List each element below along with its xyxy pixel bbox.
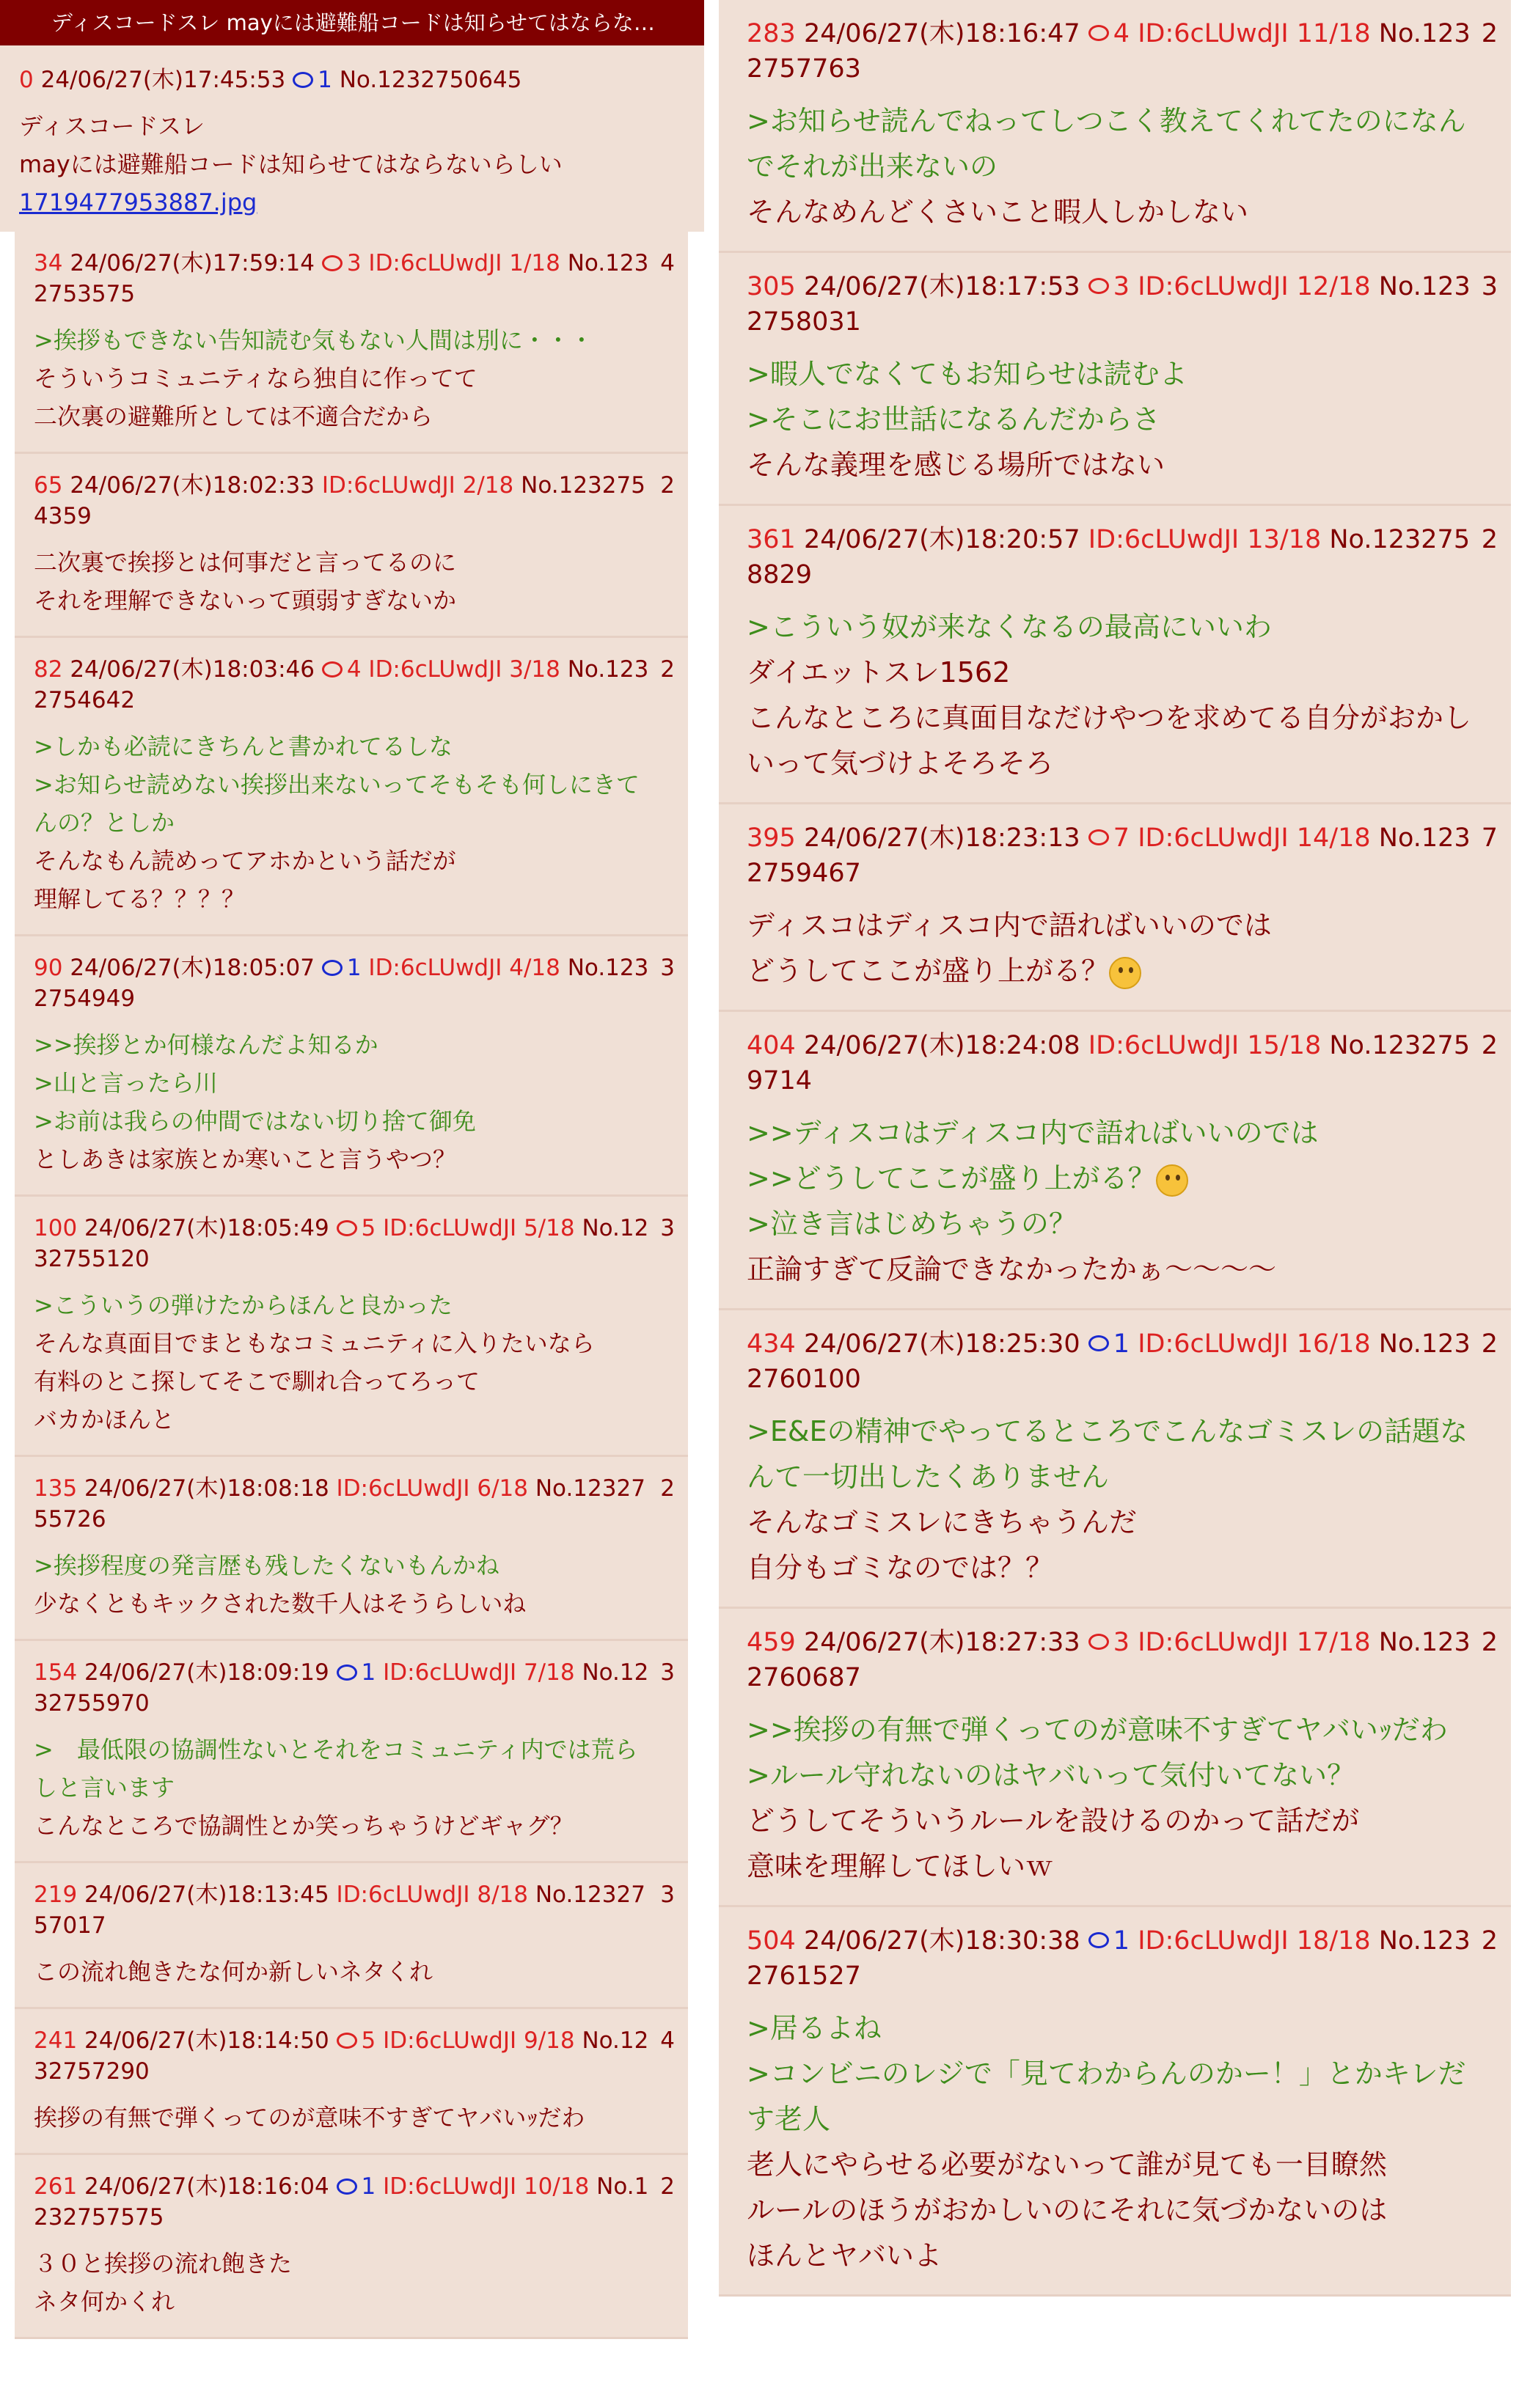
post-body [747, 1707, 1482, 1889]
op-date: 24/06/27(木)17:45:53 [40, 67, 286, 93]
reply-post [719, 1310, 1511, 1609]
post-body [34, 1546, 659, 1623]
text-line: どうしてそういうルールを設けるのかって話だが [747, 1805, 1360, 1837]
reply-bubble-icon [337, 2033, 357, 2049]
op-body [19, 107, 704, 221]
reply-post [15, 1641, 688, 1863]
reply-count[interactable]: 5 [337, 1215, 376, 1241]
reply-post [15, 1457, 688, 1641]
quote-line: > 最低限の協調性ないとそれをコミュニティ内では荒らしと言います [34, 1736, 638, 1802]
op-reply-count[interactable]: 1 [293, 67, 332, 93]
post-resno: 504 [747, 1926, 796, 1956]
post-menu-mark[interactable]: 2 [1481, 19, 1498, 48]
post-number[interactable]: No.1232755970 [34, 1659, 649, 1717]
post-date: 24/06/27(木)18:08:18 [84, 1475, 329, 1502]
text-line: ネタ何かくれ [34, 2288, 175, 2316]
post-header [747, 522, 1482, 592]
post-header [34, 1879, 659, 1941]
reply-post [719, 0, 1511, 253]
poster-id[interactable]: ID:6cLUwdJI 4/18 [368, 955, 560, 981]
post-resno: 434 [747, 1329, 796, 1359]
reply-bubble-icon [337, 1220, 357, 1236]
post-date: 24/06/27(木)18:30:38 [803, 1926, 1080, 1956]
post-resno: 459 [747, 1628, 796, 1657]
post-menu-mark[interactable]: 7 [1481, 823, 1498, 853]
post-body [34, 2244, 659, 2321]
quote-line: >泣き言はじめちゃうの？ [747, 1208, 1077, 1240]
post-number[interactable]: No.1232760687 [747, 1628, 1471, 1692]
quote-line: >お前は我らの仲間ではない切り捨て御免 [34, 1107, 476, 1135]
post-number[interactable]: No.1232761527 [747, 1926, 1471, 1991]
reply-post [15, 232, 688, 454]
post-resno: 404 [747, 1031, 796, 1060]
post-date: 24/06/27(木)18:13:45 [84, 1882, 329, 1908]
post-header [747, 1625, 1482, 1695]
post-menu-mark[interactable]: 3 [660, 955, 675, 981]
post-body [34, 543, 659, 620]
post-resno: 305 [747, 272, 796, 301]
post-number[interactable]: No.1232758031 [747, 272, 1471, 337]
post-header [747, 1326, 1482, 1397]
reply-count[interactable]: 1 [1088, 1926, 1130, 1956]
post-header [747, 1923, 1482, 1994]
reply-count[interactable]: 4 [322, 656, 362, 683]
post-number[interactable]: No.1232755120 [34, 1215, 649, 1272]
post-date: 24/06/27(木)18:25:30 [803, 1329, 1080, 1359]
quote-line: >居るよね [747, 2012, 882, 2044]
post-date: 24/06/27(木)18:09:19 [84, 1659, 329, 1686]
text-line: としあきは家族とか寒いこと言うやつ？ [34, 1145, 457, 1173]
text-line: 有料のとこ探してそこで馴れ合ってろって [34, 1368, 480, 1395]
reply-bubble-icon [1088, 1634, 1109, 1650]
reply-bubble-icon [1088, 1335, 1109, 1351]
text-line: 二次裏の避難所としては不適合だから [34, 403, 433, 430]
quote-line: >挨拶もできない告知読む気もない人間は別に・・・ [34, 326, 593, 354]
poster-id[interactable]: ID:6cLUwdJI 9/18 [383, 2027, 575, 2054]
post-number[interactable]: No.1232760100 [747, 1329, 1471, 1394]
reply-count[interactable]: 7 [1088, 823, 1130, 853]
op-post-number[interactable]: No.1232750645 [339, 67, 522, 93]
text-line: ダイエットスレ1562 [747, 656, 1011, 689]
reply-bubble-icon [1088, 278, 1109, 294]
poster-id[interactable]: ID:6cLUwdJI 5/18 [383, 1215, 575, 1241]
poster-id[interactable]: ID:6cLUwdJI 10/18 [383, 2173, 590, 2200]
quote-line: >>挨拶の有無で弾くってのが意味不すぎてヤバいｯだわ [747, 1714, 1448, 1746]
text-line: そんなゴミスレにきちゃうんだ [747, 1506, 1138, 1538]
text-line: そんなもん読めってアホかという話だが [34, 847, 456, 875]
post-menu-mark[interactable]: 4 [660, 2027, 675, 2054]
reply-count[interactable]: 3 [322, 250, 362, 276]
text-line: そんなめんどくさいこと暇人しかしない [747, 196, 1249, 228]
reply-post [719, 804, 1511, 1012]
post-header [747, 1028, 1482, 1098]
right-post-list [719, 0, 1511, 2297]
post-header [34, 470, 659, 532]
post-number[interactable]: No.1232754642 [34, 656, 649, 713]
reply-bubble-icon [322, 255, 343, 271]
post-number[interactable]: No.1232757575 [34, 2173, 649, 2231]
post-date: 24/06/27(木)18:05:07 [70, 955, 315, 981]
reply-bubble-icon [337, 2178, 357, 2195]
post-number[interactable]: No.1232757290 [34, 2027, 649, 2085]
post-resno: 219 [34, 1882, 78, 1908]
text-line: バカかほんと [34, 1406, 175, 1434]
poster-id[interactable]: ID:6cLUwdJI 18/18 [1138, 1926, 1371, 1956]
text-line: 正論すぎて反論できなかったかぁ〜〜〜〜 [747, 1253, 1277, 1285]
post-resno: 90 [34, 955, 63, 981]
quote-line: >暇人でなくてもお知らせは読むよ [747, 358, 1187, 390]
quote-line: >>挨拶とか何様なんだよ知るか [34, 1031, 378, 1059]
reply-bubble-icon [337, 1664, 357, 1681]
post-date: 24/06/27(木)18:02:33 [70, 472, 315, 499]
post-body [747, 351, 1482, 488]
reply-post [719, 506, 1511, 804]
text-line: ディスコはディスコ内で語ればいいのでは [747, 909, 1272, 941]
reply-count[interactable]: 3 [1088, 1628, 1130, 1657]
post-menu-mark[interactable]: 3 [1481, 272, 1498, 301]
post-number[interactable]: No.1232759467 [747, 823, 1471, 888]
reply-bubble-icon [322, 661, 343, 678]
post-date: 24/06/27(木)18:23:13 [803, 823, 1080, 853]
thread-title-bar[interactable]: ディスコードスレ mayには避難船コードは知らせてはならな… [0, 0, 704, 45]
poster-id[interactable]: ID:6cLUwdJI 14/18 [1138, 823, 1371, 853]
post-body [34, 727, 659, 918]
post-resno: 135 [34, 1475, 78, 1502]
reply-bubble-icon [1088, 25, 1109, 41]
text-line: ３０と挨拶の流れ飽きた [34, 2250, 293, 2277]
post-menu-mark[interactable]: 2 [1481, 1926, 1498, 1956]
reply-post [15, 2009, 688, 2155]
op-file-link[interactable]: 1719477953887.jpg [19, 188, 257, 216]
post-number[interactable]: No.1232759714 [747, 1031, 1471, 1095]
post-resno: 283 [747, 19, 796, 48]
post-menu-mark[interactable]: 3 [660, 1659, 675, 1686]
text-line: 意味を理解してほしいｗ [747, 1850, 1054, 1882]
post-number[interactable]: No.1232754949 [34, 955, 649, 1012]
post-header [34, 952, 659, 1014]
reply-bubble-icon [293, 72, 313, 88]
reply-bubble-icon [1088, 829, 1109, 845]
post-header [747, 16, 1482, 87]
post-header [747, 269, 1482, 339]
reply-post [719, 1609, 1511, 1907]
reply-post [15, 1197, 688, 1457]
post-menu-mark[interactable]: 2 [660, 656, 675, 683]
post-date: 24/06/27(木)18:24:08 [803, 1031, 1080, 1060]
post-date: 24/06/27(木)18:14:50 [84, 2027, 329, 2054]
post-header [34, 248, 659, 309]
post-date: 24/06/27(木)18:16:47 [803, 19, 1080, 48]
text-line: 少なくともキックされた数千人はそうらしいね [34, 1590, 527, 1618]
post-number[interactable]: No.1232758829 [747, 525, 1471, 590]
reply-count[interactable]: 1 [337, 2173, 376, 2200]
text-line: そういうコミュニティなら独自に作ってて [34, 364, 477, 392]
quote-line: >お知らせ読んでねってしつこく教えてくれてたのになんでそれが出来ないの [747, 105, 1466, 183]
reply-count[interactable]: 3 [1088, 272, 1130, 301]
reply-post [15, 638, 688, 936]
post-menu-mark[interactable]: 2 [660, 1475, 675, 1502]
post-date: 24/06/27(木)18:17:53 [803, 272, 1080, 301]
post-date: 24/06/27(木)18:03:46 [70, 656, 315, 683]
poster-id[interactable]: ID:6cLUwdJI 6/18 [336, 1475, 528, 1502]
text-line: そんな義理を感じる場所ではない [747, 449, 1165, 481]
post-menu-mark[interactable]: 2 [660, 2173, 675, 2200]
post-header [34, 654, 659, 716]
post-date: 24/06/27(木)18:05:49 [84, 1215, 329, 1241]
quote-line: >>ディスコはディスコ内で語ればいいのでは [747, 1117, 1319, 1149]
text-line: そんな真面目でまともなコミュニティに入りたいなら [34, 1329, 595, 1357]
quote-line: >挨拶程度の発言歴も残したくないもんかね [34, 1552, 499, 1579]
quote-line: >しかも必読にきちんと書かれてるしな [34, 733, 453, 760]
post-body [34, 1026, 659, 1178]
post-header [747, 821, 1482, 891]
post-resno: 241 [34, 2027, 78, 2054]
op-resno: 0 [19, 67, 34, 93]
reply-post [719, 1012, 1511, 1310]
post-body [34, 321, 659, 436]
post-menu-mark[interactable]: 2 [1481, 1329, 1498, 1359]
post-header [34, 1213, 659, 1274]
post-resno: 34 [34, 250, 63, 276]
post-header [34, 1473, 659, 1535]
poster-id[interactable]: ID:6cLUwdJI 17/18 [1138, 1628, 1371, 1657]
reply-post [15, 2155, 688, 2339]
post-date: 24/06/27(木)18:20:57 [803, 525, 1080, 554]
op-post [0, 45, 704, 232]
text-line: こんなところに真面目なだけやつを求めてる自分がおかしいって気づけよそろそろ [747, 702, 1472, 779]
poster-id[interactable]: ID:6cLUwdJI 7/18 [383, 1659, 575, 1686]
text-line: 自分もゴミなのでは？？ [747, 1552, 1054, 1584]
post-menu-mark[interactable]: 3 [660, 1882, 675, 1908]
quote-line: >ルール守れないのはヤバいって気付いてない？ [747, 1759, 1355, 1791]
reply-count[interactable]: 1 [322, 955, 362, 981]
post-body [747, 2005, 1482, 2278]
text-line: こんなところで協調性とか笑っちゃうけどギャグ？ [34, 1812, 574, 1840]
post-body [747, 1409, 1482, 1590]
poster-id[interactable]: ID:6cLUwdJI 15/18 [1088, 1031, 1322, 1060]
poster-id[interactable]: ID:6cLUwdJI 13/18 [1088, 525, 1322, 554]
post-menu-mark[interactable]: 3 [660, 1215, 675, 1241]
post-number[interactable]: No.1232754359 [34, 472, 645, 529]
text-line: 老人にやらせる必要がないって誰が見ても一目瞭然 [747, 2148, 1387, 2181]
post-resno: 361 [747, 525, 796, 554]
column-gutter [704, 0, 719, 2408]
right-column [719, 0, 1511, 2297]
reply-count[interactable]: 5 [337, 2027, 376, 2054]
reply-bubble-icon [322, 960, 343, 976]
quote-line: >E&Eの精神でやってるところでこんなゴミスレの話題なんて一切出したくありません [747, 1415, 1468, 1493]
reply-count[interactable]: 1 [1088, 1329, 1130, 1359]
post-resno: 82 [34, 656, 63, 683]
quote-line: >コンビニのレジで「見てわからんのかー！」とかキレだす老人 [747, 2058, 1466, 2135]
reply-post [15, 936, 688, 1197]
poster-id[interactable]: ID:6cLUwdJI 3/18 [368, 656, 560, 683]
post-body [747, 604, 1482, 786]
post-menu-mark[interactable]: 2 [1481, 525, 1498, 554]
thinking-face-emoji-icon [1109, 957, 1141, 989]
post-number[interactable]: No.1232753575 [34, 250, 649, 307]
reply-bubble-icon [1088, 1932, 1109, 1948]
quote-line: >お知らせ読めない挨拶出来ないってそもそも何しにきてんの？としか [34, 771, 640, 837]
post-number[interactable]: No.1232755726 [34, 1475, 645, 1532]
post-body [747, 903, 1482, 994]
post-number[interactable]: No.1232757763 [747, 19, 1471, 84]
post-header [34, 1657, 659, 1719]
quote-line: >山と言ったら川 [34, 1069, 218, 1097]
post-body [747, 1110, 1482, 1292]
post-date: 24/06/27(木)18:16:04 [84, 2173, 329, 2200]
reply-post [15, 454, 688, 638]
text-line: どうしてここが盛り上がる？ [747, 948, 1482, 994]
thinking-face-emoji-icon [1156, 1164, 1188, 1197]
post-header [34, 2171, 659, 2233]
reply-post [719, 1907, 1511, 2297]
reply-count[interactable]: 4 [1088, 19, 1130, 48]
quote-line: >こういう奴が来なくなるの最高にいいわ [747, 611, 1272, 643]
post-body [747, 98, 1482, 235]
post-number[interactable]: No.1232757017 [34, 1882, 645, 1939]
text-line: 挨拶の有無で弾くってのが意味不すぎてヤバいｯだわ [34, 2104, 585, 2132]
poster-id[interactable]: ID:6cLUwdJI 8/18 [336, 1882, 528, 1908]
post-body [34, 1953, 659, 1991]
reply-post [719, 253, 1511, 506]
op-line: ディスコードスレ [19, 112, 205, 140]
text-line: ほんとヤバいよ [747, 2239, 942, 2272]
text-line: ルールのほうがおかしいのにそれに気づかないのは [747, 2194, 1388, 2226]
post-resno: 65 [34, 472, 63, 499]
post-menu-mark[interactable]: 2 [1481, 1031, 1498, 1060]
poster-id[interactable]: ID:6cLUwdJI 2/18 [321, 472, 514, 499]
left-post-list [0, 232, 704, 2339]
poster-id[interactable]: ID:6cLUwdJI 12/18 [1138, 272, 1371, 301]
post-resno: 261 [34, 2173, 78, 2200]
quote-line: >>どうしてここが盛り上がる？ [747, 1156, 1482, 1201]
op-line: mayには避難船コードは知らせてはならないらしい [19, 150, 563, 178]
text-line: この流れ飽きたな何か新しいネタくれ [34, 1958, 433, 1986]
text-line: 二次裏で挨拶とは何事だと言ってるのに [34, 548, 457, 576]
poster-id[interactable]: ID:6cLUwdJI 11/18 [1138, 19, 1371, 48]
post-body [34, 1286, 659, 1439]
op-header [19, 65, 704, 95]
post-menu-mark[interactable]: 2 [1481, 1628, 1498, 1657]
post-menu-mark[interactable]: 2 [660, 472, 675, 499]
poster-id[interactable]: ID:6cLUwdJI 16/18 [1138, 1329, 1371, 1359]
post-date: 24/06/27(木)17:59:14 [70, 250, 315, 276]
reply-post [15, 1863, 688, 2009]
post-body [34, 2099, 659, 2137]
poster-id[interactable]: ID:6cLUwdJI 1/18 [368, 250, 560, 276]
quote-line: >こういうの弾けたからほんと良かった [34, 1291, 453, 1319]
post-menu-mark[interactable]: 4 [660, 250, 675, 276]
text-line: それを理解できないって頭弱すぎないか [34, 587, 457, 614]
post-date: 24/06/27(木)18:27:33 [803, 1628, 1080, 1657]
post-body [34, 1730, 659, 1845]
post-resno: 100 [34, 1215, 78, 1241]
quote-line: >そこにお世話になるんだからさ [747, 403, 1160, 436]
reply-count[interactable]: 1 [337, 1659, 376, 1686]
left-column [0, 0, 704, 2339]
post-resno: 395 [747, 823, 796, 853]
post-resno: 154 [34, 1659, 78, 1686]
text-line: 理解してる？？？？ [34, 885, 246, 913]
post-header [34, 2025, 659, 2087]
